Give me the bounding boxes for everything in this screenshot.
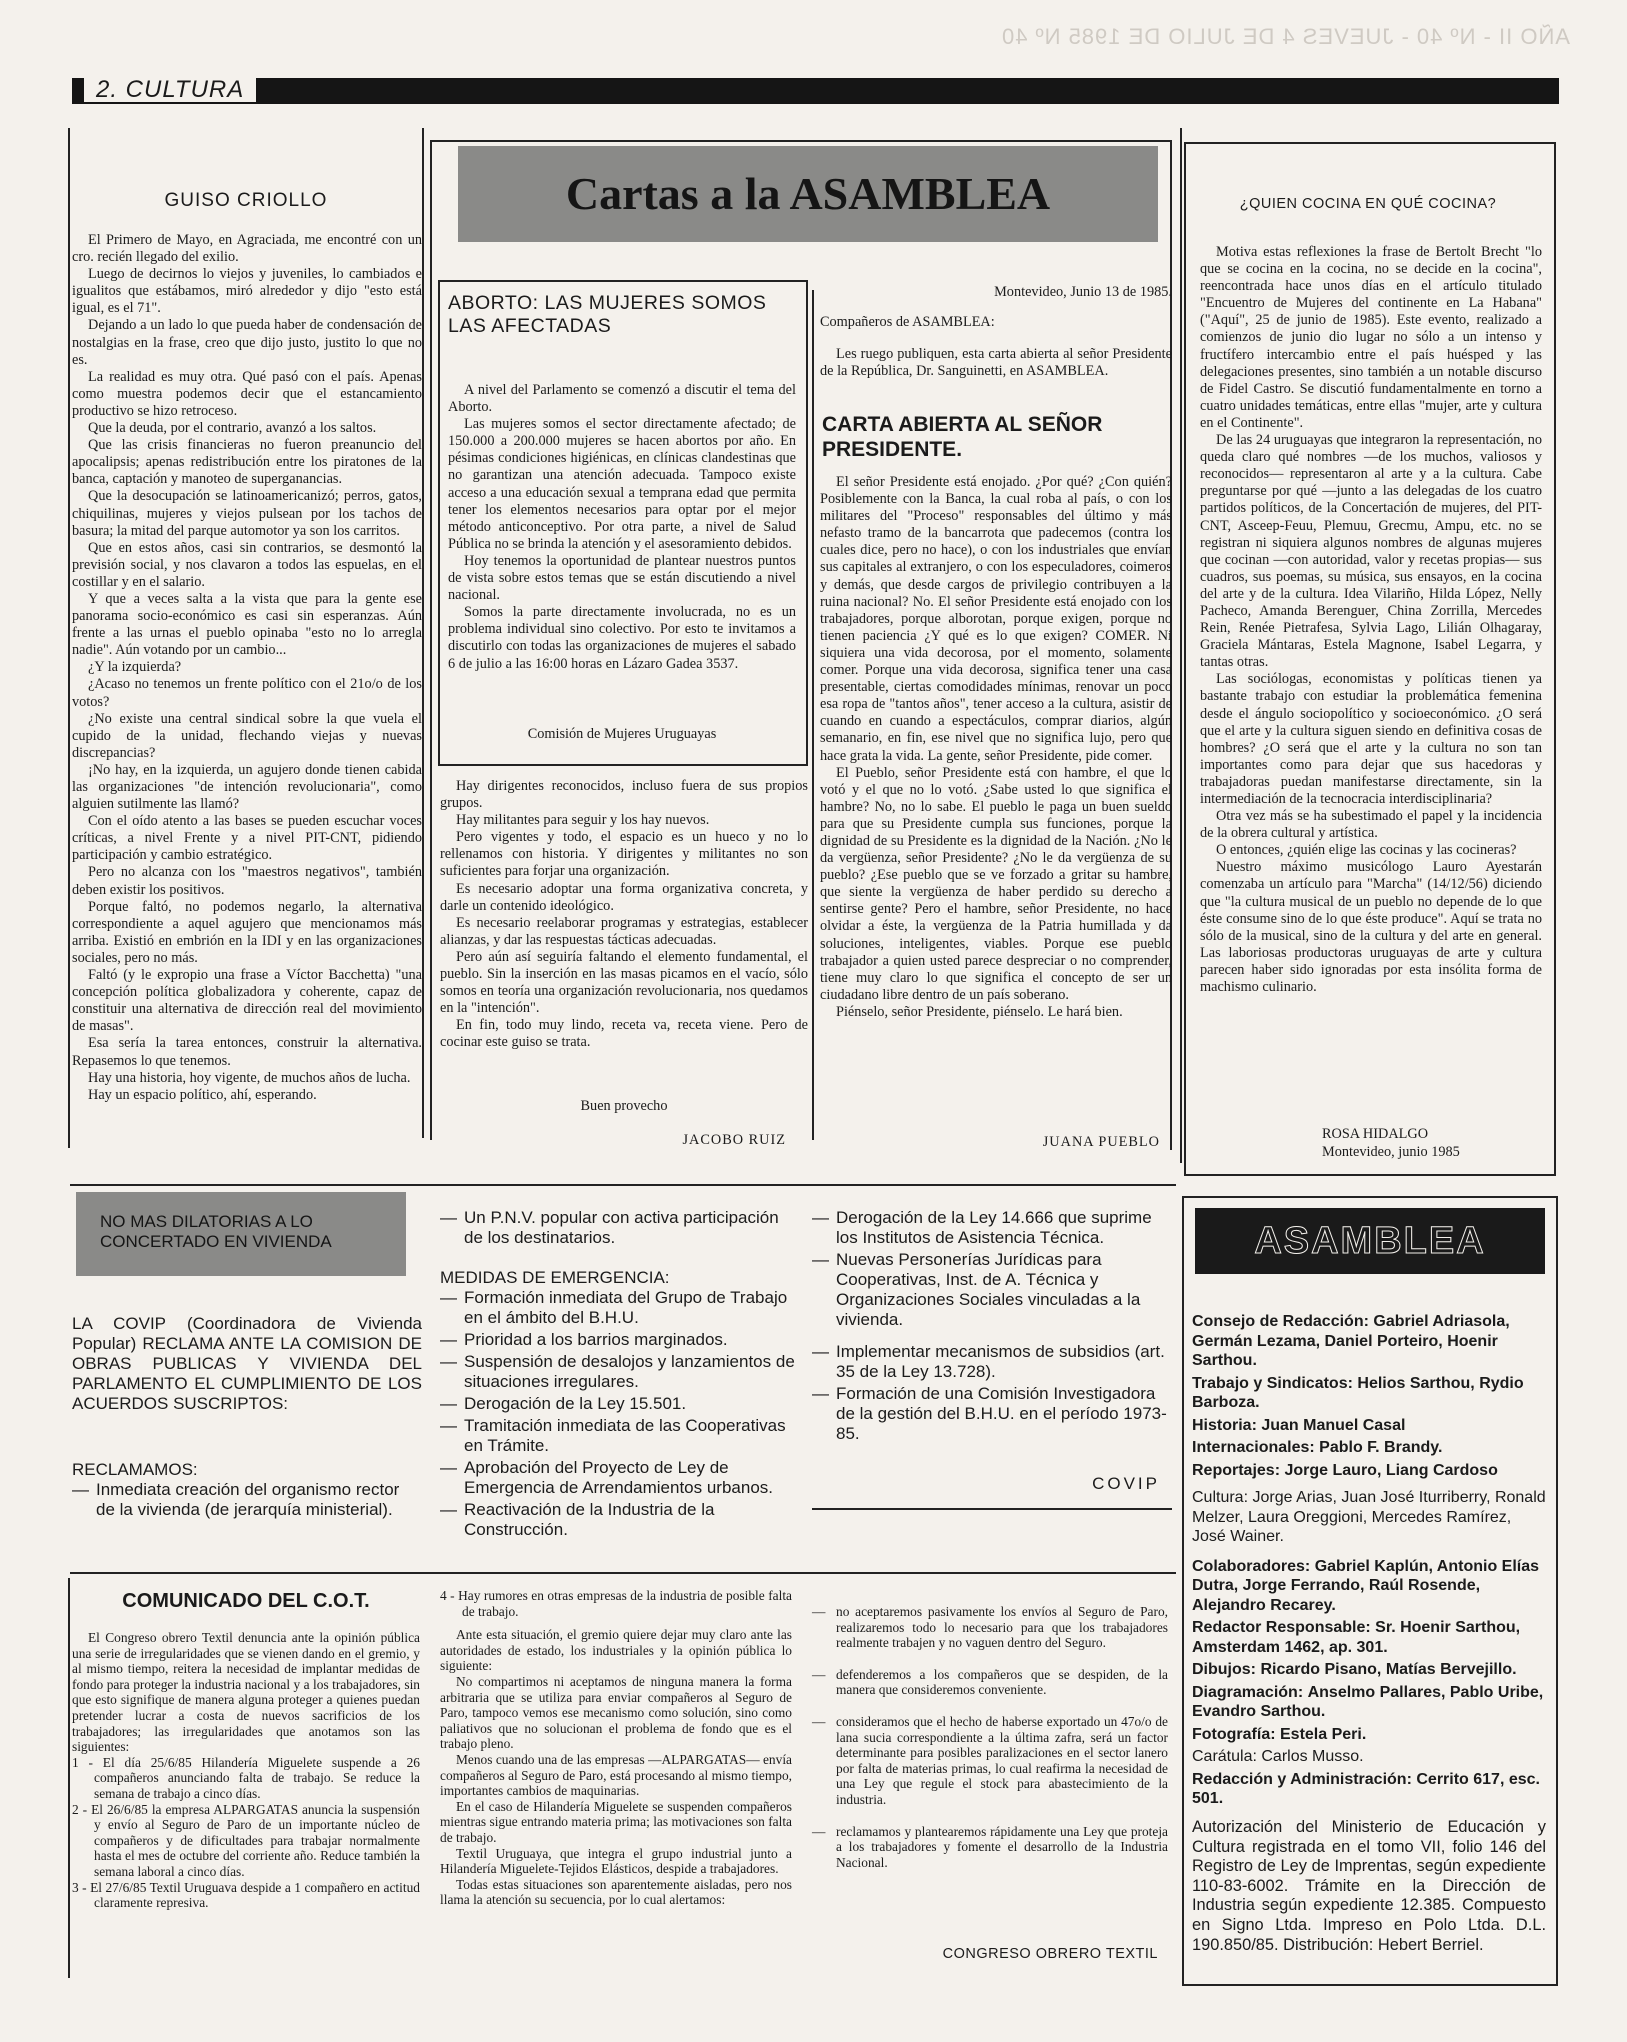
list-item: — Implementar mecanismos de subsidios (art. 35 de la Ley 13.728). xyxy=(812,1342,1170,1382)
cot-paragraph: Textil Uruguaya, que integra el grupo industrial junto a Hilandería Miguelete-Tejidos Elásticos, despide a trabajadores. xyxy=(440,1845,792,1877)
guiso-paragraph: ¿Y la izquierda? xyxy=(88,659,182,676)
staff-legal: Autorización del Ministerio de Educación y Cultura registrada en el tomo VII, folio 146 del Registro de Ley de Imprentas, según expediente 110-83-6002. Trámite en la Dirección de Industria según expediente 12.385. Compuesto en Signo Ltda. Impreso en Polo Ltda. D.L. 190.850/85. Distribución: Hebert Berriel. xyxy=(1192,1818,1546,1954)
staff-label: Reportajes: xyxy=(1192,1461,1281,1479)
list-item: — Aprobación del Proyecto de Ley de Emergencia de Arrendamientos urbanos. xyxy=(440,1458,796,1498)
staff-label: Cultura: xyxy=(1192,1489,1249,1506)
guiso-paragraph: Que las crisis financieras no fueron preanuncio del apocalipsis; apenas redistribución entre los piratones de la banca, captación y manoteo de superganancias. xyxy=(72,437,422,488)
guiso-paragraph: Hay militantes para seguir y los hay nuevos. xyxy=(456,812,710,829)
list-item: — Formación inmediata del Grupo de Trabajo en el ámbito del B.H.U. xyxy=(440,1288,796,1328)
cot-numbered-item: 1 - El día 25/6/85 Hilandería Miguelete suspende a 26 compañeros anunciando falta de trabajo. Se reduce la semana de trabajo a cinco días. xyxy=(72,1754,420,1801)
guiso-paragraph: En fin, todo muy lindo, receta va, receta viene. Pero de cocinar este guiso se trata. xyxy=(440,1017,808,1051)
list-item: — Tramitación inmediata de las Cooperativas en Trámite. xyxy=(440,1416,796,1456)
staff-value: Anselmo Pallares, Pablo Uribe, Evandro Sarthou. xyxy=(1192,1683,1544,1720)
vivienda-col2-first xyxy=(440,1208,796,1250)
list-item: — Suspensión de desalojos y lanzamientos de situaciones irregulares. xyxy=(440,1352,796,1392)
rule xyxy=(70,1184,1176,1186)
staff-entry xyxy=(1192,1557,1546,1616)
staff-value: Pablo F. Brandy. xyxy=(1319,1439,1443,1456)
staff-value: Estela Peri. xyxy=(1280,1725,1367,1743)
guiso-paragraph: Faltó (y le expropio una frase a Víctor Bacchetta) "una concepción política globalizadora y coherente, capaz de constituir una alternativa de dirección real del movimiento de masas". xyxy=(72,967,422,1035)
staff-value: Ricardo Pisano, Matías Bervejillo. xyxy=(1260,1661,1517,1678)
staff-label: Consejo de Redacción: xyxy=(1192,1313,1369,1330)
list-item: — reclamamos y plantearemos rápidamente una Ley que proteja a los trabajadores y fomente el desarrollo de la Industria Nacional. xyxy=(812,1824,1168,1871)
section-label: 2. CULTURA xyxy=(84,76,256,102)
cot-numbered-item: 2 - El 26/6/85 la empresa ALPARGATAS anuncia la suspensión y envío al Seguro de Paro de un importante núcleo de compañeros y de dificultades para trabajar normalmente hasta el mes de octubre del corriente año. Reduce también la semana laboral a cinco días. xyxy=(72,1801,420,1879)
list-item: — consideramos que el hecho de haberse exportado un 47o/o de lana sucia correspondiente a la última zafra, será un factor determinante para posibles paralizaciones en el sector lanero por falta de materias primas, lo cual reafirma la necesidad de una Ley que regule el stock para abastecimiento de la industria. xyxy=(812,1714,1168,1808)
quien-paragraph: Otra vez más se ha subestimado el papel y la incidencia de la obrera cultural y artística. xyxy=(1200,808,1542,842)
staff-label: Colaboradores: xyxy=(1192,1557,1311,1575)
list-item: — Inmediata creación del organismo rector de la vivienda (de jerarquía ministerial). xyxy=(72,1480,422,1520)
aborto-paragraph: Somos la parte directamente involucrada, no es un problema individual sino colectivo. Por esto te invitamos a discutirlo con todas las organizaciones de mujeres el sabado 6 de julio a las 16:00 horas en Lázaro Gadea 3537. xyxy=(448,604,796,672)
cot-numbered-item: 3 - El 27/6/85 Textil Uruguava despide a 1 compañero en actitud claramente represiva. xyxy=(72,1879,420,1911)
guiso-title: GUISO CRIOLLO xyxy=(164,190,328,211)
guiso-paragraph: El Primero de Mayo, en Agraciada, me encontré con un cro. recién llegado del exilio. xyxy=(72,232,422,266)
staff-entry xyxy=(1192,1660,1546,1680)
staff-entry xyxy=(1192,1683,1546,1722)
quien-signature: ROSA HIDALGO xyxy=(1322,1126,1429,1142)
list-item: — Formación de una Comisión Investigadora de la gestión del B.H.U. en el período 1973-85. xyxy=(812,1384,1170,1444)
staff-value: Gabriel Kaplún, Antonio Elías Dutra, Jorge Ferrando, Raúl Rosende, Alejandro Recarey. xyxy=(1192,1557,1540,1614)
staff-value: Jorge Lauro, Liang Cardoso xyxy=(1284,1461,1498,1479)
staff-label: Trabajo y Sindicatos: xyxy=(1192,1374,1353,1392)
guiso-paragraph: Es necesario reelaborar programas y estrategias, establecer alianzas, y dar las respuestas tácticas adecuadas. xyxy=(440,914,808,948)
staff-value: Gabriel Adriasola, Germán Lezama, Daniel Porteiro, Hoenir Sarthou. xyxy=(1192,1313,1510,1369)
guiso-continuation xyxy=(440,778,808,1052)
cot-signature: CONGRESO OBRERO TEXTIL xyxy=(942,1946,1158,1962)
guiso-paragraph: Hay dirigentes reconocidos, incluso fuera de sus propios grupos. xyxy=(440,778,808,812)
staff-value: Sr. Hoenir Sarthou, Amsterdam 1462, ap. 301. xyxy=(1192,1619,1521,1656)
staff-value: Juan Manuel Casal xyxy=(1261,1416,1406,1434)
cot-list xyxy=(812,1604,1168,1872)
staff-label: Internacionales: xyxy=(1192,1439,1315,1456)
guiso-paragraph: ¿Acaso no tenemos un frente político con el 21o/o de los votos? xyxy=(72,676,422,710)
asamblea-masthead: ASAMBLEA xyxy=(1195,1208,1545,1274)
column-rule xyxy=(422,128,424,1138)
carta-paragraph: El señor Presidente está enojado. ¿Por qué? ¿Con quién? Posiblemente con la Banca, la cual roba al país, o con los militares del "Proceso" responsables del último y más nefasto tramo de la bancarrota que padecemos (contra los cuales dice, pero no hace), o con los industriales que envían sus capitales al extranjero, o con los especuladores, coimeros y demás, que desde cargos de privilegio contribuyen a la ruina nacional? No. El señor Presidente está enojado con los trabajadores, porque alborotan, porque exigen, porque no tienen paciencia ¿Y qué es lo que exigen? COMER. Ni siquiera una vida decorosa, por el momento, solamente comer. Porque una vida decorosa, significa tener una casa presentable, ciertas comodidades mínimas, renovar un poco esa ropa de "tantos años", tener acceso a la cultura, asistir de cuando en cuando a espectáculos, comprar diarios, algún semanario, en fin, ese nivel que no significa lujo, pero que hace grata la vida. La gente, señor Presidente, pide comer. xyxy=(820,474,1172,764)
list-item: — Derogación de la Ley 14.666 que suprime los Institutos de Asistencia Técnica. xyxy=(812,1208,1170,1248)
cot-paragraph: Menos cuando una de las empresas —ALPARGATAS— envía compañeros al Seguro de Paro, está procesando al mismo tiempo, importantes cambios de maquinarias. xyxy=(440,1751,792,1799)
staff-entry xyxy=(1192,1461,1546,1481)
rule xyxy=(70,1572,1176,1574)
staff-entry xyxy=(1192,1312,1546,1371)
quien-body xyxy=(1200,244,1542,996)
quien-paragraph: Las sociólogas, economistas y políticas tienen ya bastante trabajo con estudiar la problemática femenina desde el ángulo sociopolítico y socioeconómico. ¿O será que el arte y la cultura siguen siendo en definitiva cosas de hombres? ¿O será que el arte y la cultura no son tan importantes como para dejar que sus hacedoras y trabajadoras puedan manifestarse directamente, sin la intermediación de la tecnocracia interdisciplinaria? xyxy=(1200,671,1542,807)
staff-entry xyxy=(1192,1374,1546,1413)
aborto-signature: Comisión de Mujeres Uruguayas xyxy=(527,726,717,742)
staff-label: Dibujos: xyxy=(1192,1661,1256,1678)
staff-label: Historia: xyxy=(1192,1416,1257,1434)
vivienda-col1-list xyxy=(72,1480,422,1522)
quien-paragraph: Nuestro máximo musicólogo Lauro Ayestarán comenzaba un artículo para "Marcha" (14/12/56) diciendo que "la cultura musical de un pueblo no depende de lo que éste consume sino de lo que éste produce". Aquí se trata no sólo de la musical, sino de la cultura y del arte en general. Las laboriosas productoras uruguayas de arte y cultura parecen haber sido ignoradas por esta insólita forma de machismo culinario. xyxy=(1200,859,1542,996)
cot-paragraph: Todas estas situaciones son aparentemente aisladas, pero nos llama la atención su secuencia, por lo cual alertamos: xyxy=(440,1876,792,1908)
guiso-paragraph: Esa sería la tarea entonces, construir la alternativa. Repasemos lo que tenemos. xyxy=(72,1035,422,1069)
cot-intro: El Congreso obrero Textil denuncia ante la opinión pública una serie de irregularidades que se vienen dando en el gremio, y al mismo tiempo, reitera la necesidad de implantar medidas de fondo para proteger la industria nacional y a los trabajadores, sin que esto signifique de manera alguna proteger a quienes puedan pretender lucrar a costa de nuevos sacrificios de los trabajadores; las irregularidades que anotamos son las siguientes: xyxy=(72,1630,420,1755)
rule xyxy=(812,1508,1172,1510)
guiso-paragraph: Que la desocupación se latinoamericanizó; perros, gatos, chiquilinas, mujeres y viejos pulsean por los tachos de basura; la mitad del parque automotor ya son los carritos. xyxy=(72,488,422,539)
carta-intro-text: Les ruego publiquen, esta carta abierta al señor Presidente de la República, Dr. Sanguinetti, en ASAMBLEA. xyxy=(820,346,1172,380)
guiso-paragraph: La realidad es muy otra. Qué pasó con el país. Apenas como muestra podemos decir que el estancamiento productivo se hizo retroceso. xyxy=(72,368,422,419)
staff-label: Fotografía: xyxy=(1192,1725,1276,1743)
staff-label: Carátula: xyxy=(1192,1748,1257,1765)
quien-paragraph: O entonces, ¿quién elige las cocinas y las cocineras? xyxy=(1216,842,1517,859)
list-item: — Un P.N.V. popular con activa participación de los destinatarios. xyxy=(440,1208,796,1248)
carta-intro xyxy=(820,346,1172,380)
guiso-paragraph: Pero vigentes y todo, el espacio es un hueco y no lo rellenamos con historia. Y dirigentes y militantes no son suficientes para forjar una organización. xyxy=(440,829,808,880)
mirrored-show-through-header: AÑO II - Nº 40 - JUEVES 4 DE JULIO DE 1985 Nº 40 xyxy=(1000,24,1570,49)
vivienda-medidas-label: MEDIDAS DE EMERGENCIA: xyxy=(440,1268,670,1287)
list-item: — Prioridad a los barrios marginados. xyxy=(440,1330,796,1350)
list-item: — Nuevas Personerías Jurídicas para Cooperativas, Inst. de A. Técnica y Organizaciones Sociales vinculadas a la vivienda. xyxy=(812,1250,1170,1330)
staff-label: Redactor Responsable: xyxy=(1192,1619,1371,1636)
staff-value: Helios Sarthou, Rydio Barboza. xyxy=(1192,1374,1524,1411)
aborto-paragraph: A nivel del Parlamento se comenzó a discutir el tema del Aborto. xyxy=(448,382,796,416)
list-item: — Derogación de la Ley 15.501. xyxy=(440,1394,796,1414)
carta-body xyxy=(820,474,1172,1021)
staff-label: Diagramación: xyxy=(1192,1683,1304,1701)
quien-title: ¿QUIEN COCINA EN QUÉ COCINA? xyxy=(1239,196,1497,212)
staff-value: Carlos Musso. xyxy=(1261,1748,1364,1765)
aborto-body xyxy=(448,382,796,673)
aborto-title: ABORTO: LAS MUJERES SOMOS LAS AFECTADAS xyxy=(448,292,767,337)
guiso-paragraph: Porque faltó, no podemos negarlo, la alternativa correspondiente a aquel agujero que mencionamos más arriba. Existió en embrión en la IDI y en las organizaciones sociales, pero no más. xyxy=(72,898,422,966)
guiso-paragraph: Es necesario adoptar una forma organizativa concreta, y darle un contenido ideológico. xyxy=(440,880,808,914)
staff-entry xyxy=(1192,1747,1546,1767)
cot-paragraph: En el caso de Hilandería Miguelete se suspenden compañeros mientras sigue entrando materia prima; las motivaciones son falta de trabajo. xyxy=(440,1798,792,1845)
guiso-paragraph: ¡No hay, en la izquierda, un agujero donde tienen cabida las organizaciones "de intención revolucionaria", como alguien sutilmente las llamó? xyxy=(72,761,422,813)
cot-col1 xyxy=(72,1630,420,1911)
vivienda-reclamamos-label: RECLAMAMOS: xyxy=(72,1460,198,1479)
staff-value: Jorge Arias, Juan José Iturriberry, Ronald Melzer, Laura Oreggioni, Mercedes Ramírez, José Wainer. xyxy=(1192,1489,1546,1545)
column-rule xyxy=(1180,128,1182,1163)
staff-entry xyxy=(1192,1438,1546,1458)
carta-title: CARTA ABIERTA AL SEÑOR PRESIDENTE. xyxy=(822,413,1103,461)
cartas-header: Cartas a la ASAMBLEA xyxy=(458,146,1158,242)
cot-col2 xyxy=(440,1588,792,1908)
cot-paragraph: Ante esta situación, el gremio quiere dejar muy claro ante las autoridades de estado, los industriales y la opinión pública lo siguiente: xyxy=(440,1627,792,1674)
staff-entry xyxy=(1192,1770,1546,1809)
guiso-paragraph: Y que a veces salta a la vista que para la gente ese panorama socio-económico es casi sin esperanzas. Aún frente a las urnas el pueblo opinaba "esto no lo arregla nadie". Aún votando por un cambio... xyxy=(72,590,422,659)
column-rule xyxy=(812,290,814,1140)
staff-list xyxy=(1192,1312,1546,1812)
list-item: — no aceptaremos pasivamente los envíos al Seguro de Paro, realizaremos todo lo necesario para que los trabajadores realmente trabajen y no vaguen dentro del Seguro. xyxy=(812,1604,1168,1651)
vivienda-header: NO MAS DILATORIAS A LO CONCERTADO EN VIVIENDA xyxy=(76,1192,406,1276)
guiso-paragraph: ¿No existe una central sindical sobre la que vuela el cupido de la unidad, flechando viejas y nuevas discrepancias? xyxy=(72,710,422,761)
column-rule xyxy=(430,140,432,1140)
guiso-paragraph: Luego de decirnos lo viejos y juveniles, lo cambiados e igualitos que estábamos, miró alrededor y dijo "esto está igual, es el 71". xyxy=(72,266,422,317)
guiso-paragraph: Que en estos años, casi sin contrarios, se desmontó la previsión social, y nos clavaron a todos las espuelas, en el costillar y en el salario. xyxy=(72,539,422,590)
vivienda-col2-list xyxy=(440,1288,796,1542)
staff-entry xyxy=(1192,1416,1546,1436)
guiso-paragraph: Pero no alcanza con los "maestros negativos", también deben existir los positivos. xyxy=(72,864,422,898)
column-rule xyxy=(68,1578,70,1978)
column-rule xyxy=(68,128,70,1148)
staff-value: Cerrito 617, esc. 501. xyxy=(1192,1770,1540,1807)
quien-paragraph: Motiva estas reflexiones la frase de Bertolt Brecht "lo que se cocina en la cocina, no se decide en la cocina", reencontrada hace unos días en el artículo titulado "Encuentro de Mujeres del continente en La Habana" ("Aquí", 25 de junio de 1985). Este evento, realizado a comienzos de junio dio lugar no sólo a un intenso y fructífero intercambio entre el país huésped y las delegaciones presentes, sino también a un notable discurso de Fidel Castro. Se discutió fundamentalmente en torno a cuatro unidades temáticas, entre ellas "mujer, arte y cultura en el Continente". xyxy=(1200,244,1542,431)
staff-entry xyxy=(1192,1725,1546,1745)
guiso-body xyxy=(72,232,422,1104)
carta-date: Montevideo, Junio 13 de 1985. xyxy=(994,284,1172,300)
list-item: — Reactivación de la Industria de la Construcción. xyxy=(440,1500,796,1540)
carta-salutation: Compañeros de ASAMBLEA: xyxy=(820,314,995,330)
guiso-signature: JACOBO RUIZ xyxy=(682,1132,786,1148)
quien-signature-place: Montevideo, junio 1985 xyxy=(1322,1144,1460,1160)
guiso-paragraph: Dejando a un lado lo que pueda haber de condensación de nostalgias en la frase, creo que dijo justo, justito lo que no es. xyxy=(72,317,422,368)
list-item: — defenderemos a los compañeros que se despiden, de la manera que consideremos conveniente. xyxy=(812,1667,1168,1698)
carta-paragraph: El Pueblo, señor Presidente está con hambre, el que lo votó y el que no lo votó. ¿Sabe usted lo que significa el hambre? No, no lo sabe. El pueblo le paga un buen sueldo para que su Presidente cumpla sus funciones, porque la dignidad de su Presidente es la dignidad de la Nación. ¿No le da vergüenza, señor Presidente? ¿No le da vergüenza de su pueblo? ¿Ese pueblo que se ve forzado a gritar su hambre, que siente la vergüenza de haber perdido su derecho a sentirse gente? Pero el hambre, señor Presidente, no hace olvidar a éste, la vergüenza de la Patria humillada y da soluciones, inteligentes, viables. Porque ese pueblo trabajador a quien usted parece despreciar o no comprender, tiene muy claro lo que significa el concepto de ser un ciudadano libre dentro de un país soberano. xyxy=(820,764,1172,1003)
guiso-paragraph: Que la deuda, por el contrario, avanzó a los saltos. xyxy=(88,420,377,437)
cot-paragraph: No compartimos ni aceptamos de ninguna manera la forma arbitraria que se utiliza para enviar compañeros al Seguro de Paro, tampoco vemos ese mecanismo como solución, sino como paliativos que no solucionan el problema de fondo que es el trabajo pleno. xyxy=(440,1673,792,1752)
quien-paragraph: De las 24 uruguayas que integraron la representación, no queda claro qué nombres —de los muchos, valiosos y reconocidos— representaron al arte y a la cultura. Cabe preguntarse por qué —junto a las delegadas de los cuatro partidos políticos, de la Concertación de mujeres, del PIT-CNT, Asceep-Feuu, Plemuu, Grecmu, Ampu, etc. no se registran ni siquiera algunos nombres de algunas mujeres que cocinan —con autoridad, valor y recetas propias— sus cuadros, sus poemas, su música, sus ensayos, en la cocina del arte y de la cultura. Idea Vilariño, Hilda López, Nelly Pacheco, Amanda Berenguer, China Zorrilla, Mercedes Rein, Renée Pietrafesa, Sylvia Lago, Lilián Olhagaray, Graciela Mántaras, Estela Magnone, Isabel Legarra, y tantas otras. xyxy=(1200,432,1542,671)
carta-paragraph: Piénselo, señor Presidente, piénselo. Le hará bien. xyxy=(836,1003,1123,1020)
staff-entry xyxy=(1192,1488,1546,1547)
aborto-paragraph: Hoy tenemos la oportunidad de plantear nuestros puntos de vista sobre estos temas que se están discutiendo a nivel nacional. xyxy=(448,552,796,604)
carta-signature: JUANA PUEBLO xyxy=(1042,1134,1160,1150)
cot-numbered-item: 4 - Hay rumores en otras empresas de la industria de posible falta de trabajo. xyxy=(440,1588,792,1619)
guiso-paragraph: Pero aún así seguiría faltando el elemento fundamental, el pueblo. Sin la inserción en las masas picamos en el vacío, sólo somos en teoría una organización revolucionaria, nos quedamos en la "intención". xyxy=(440,948,808,1017)
vivienda-col3-list xyxy=(812,1208,1170,1446)
section-bar xyxy=(72,78,1559,104)
staff-entry xyxy=(1192,1618,1546,1657)
cot-title: COMUNICADO DEL C.O.T. xyxy=(122,1590,370,1612)
guiso-closing: Buen provecho xyxy=(580,1098,668,1114)
guiso-paragraph: Hay un espacio político, ahí, esperando. xyxy=(88,1086,317,1103)
vivienda-signature: COVIP xyxy=(1092,1474,1160,1493)
guiso-paragraph: Hay una historia, hoy vigente, de muchos años de lucha. xyxy=(88,1069,411,1086)
rule xyxy=(432,140,1172,142)
staff-label: Redacción y Administración: xyxy=(1192,1770,1412,1788)
aborto-paragraph: Las mujeres somos el sector directamente afectado; de 150.000 a 200.000 mujeres se hacen abortos por año. En pésimas condiciones higiénicas, en clínicas clandestinas que no garantizan una atención adecuada. Tampoco existe acceso a una educación sexual a temprana edad que permita tener los elementos necesarios para optar por el mejor método anticonceptivo. Por otra parte, a nivel de Salud Pública no se brinda la atención y el asesoramiento debidos. xyxy=(448,416,796,552)
vivienda-intro: LA COVIP (Coordinadora de Vivienda Popular) RECLAMA ANTE LA COMISION DE OBRAS PUBLICAS Y VIVIENDA DEL PARLAMENTO EL CUMPLIMIENTO DE LOS ACUERDOS SUSCRIPTOS: xyxy=(72,1314,422,1413)
guiso-paragraph: Con el oído atento a las bases se pueden escuchar voces críticas, a nivel Frente y a nivel PIT-CNT, pidiendo participación y cambio estratégico. xyxy=(72,813,422,864)
